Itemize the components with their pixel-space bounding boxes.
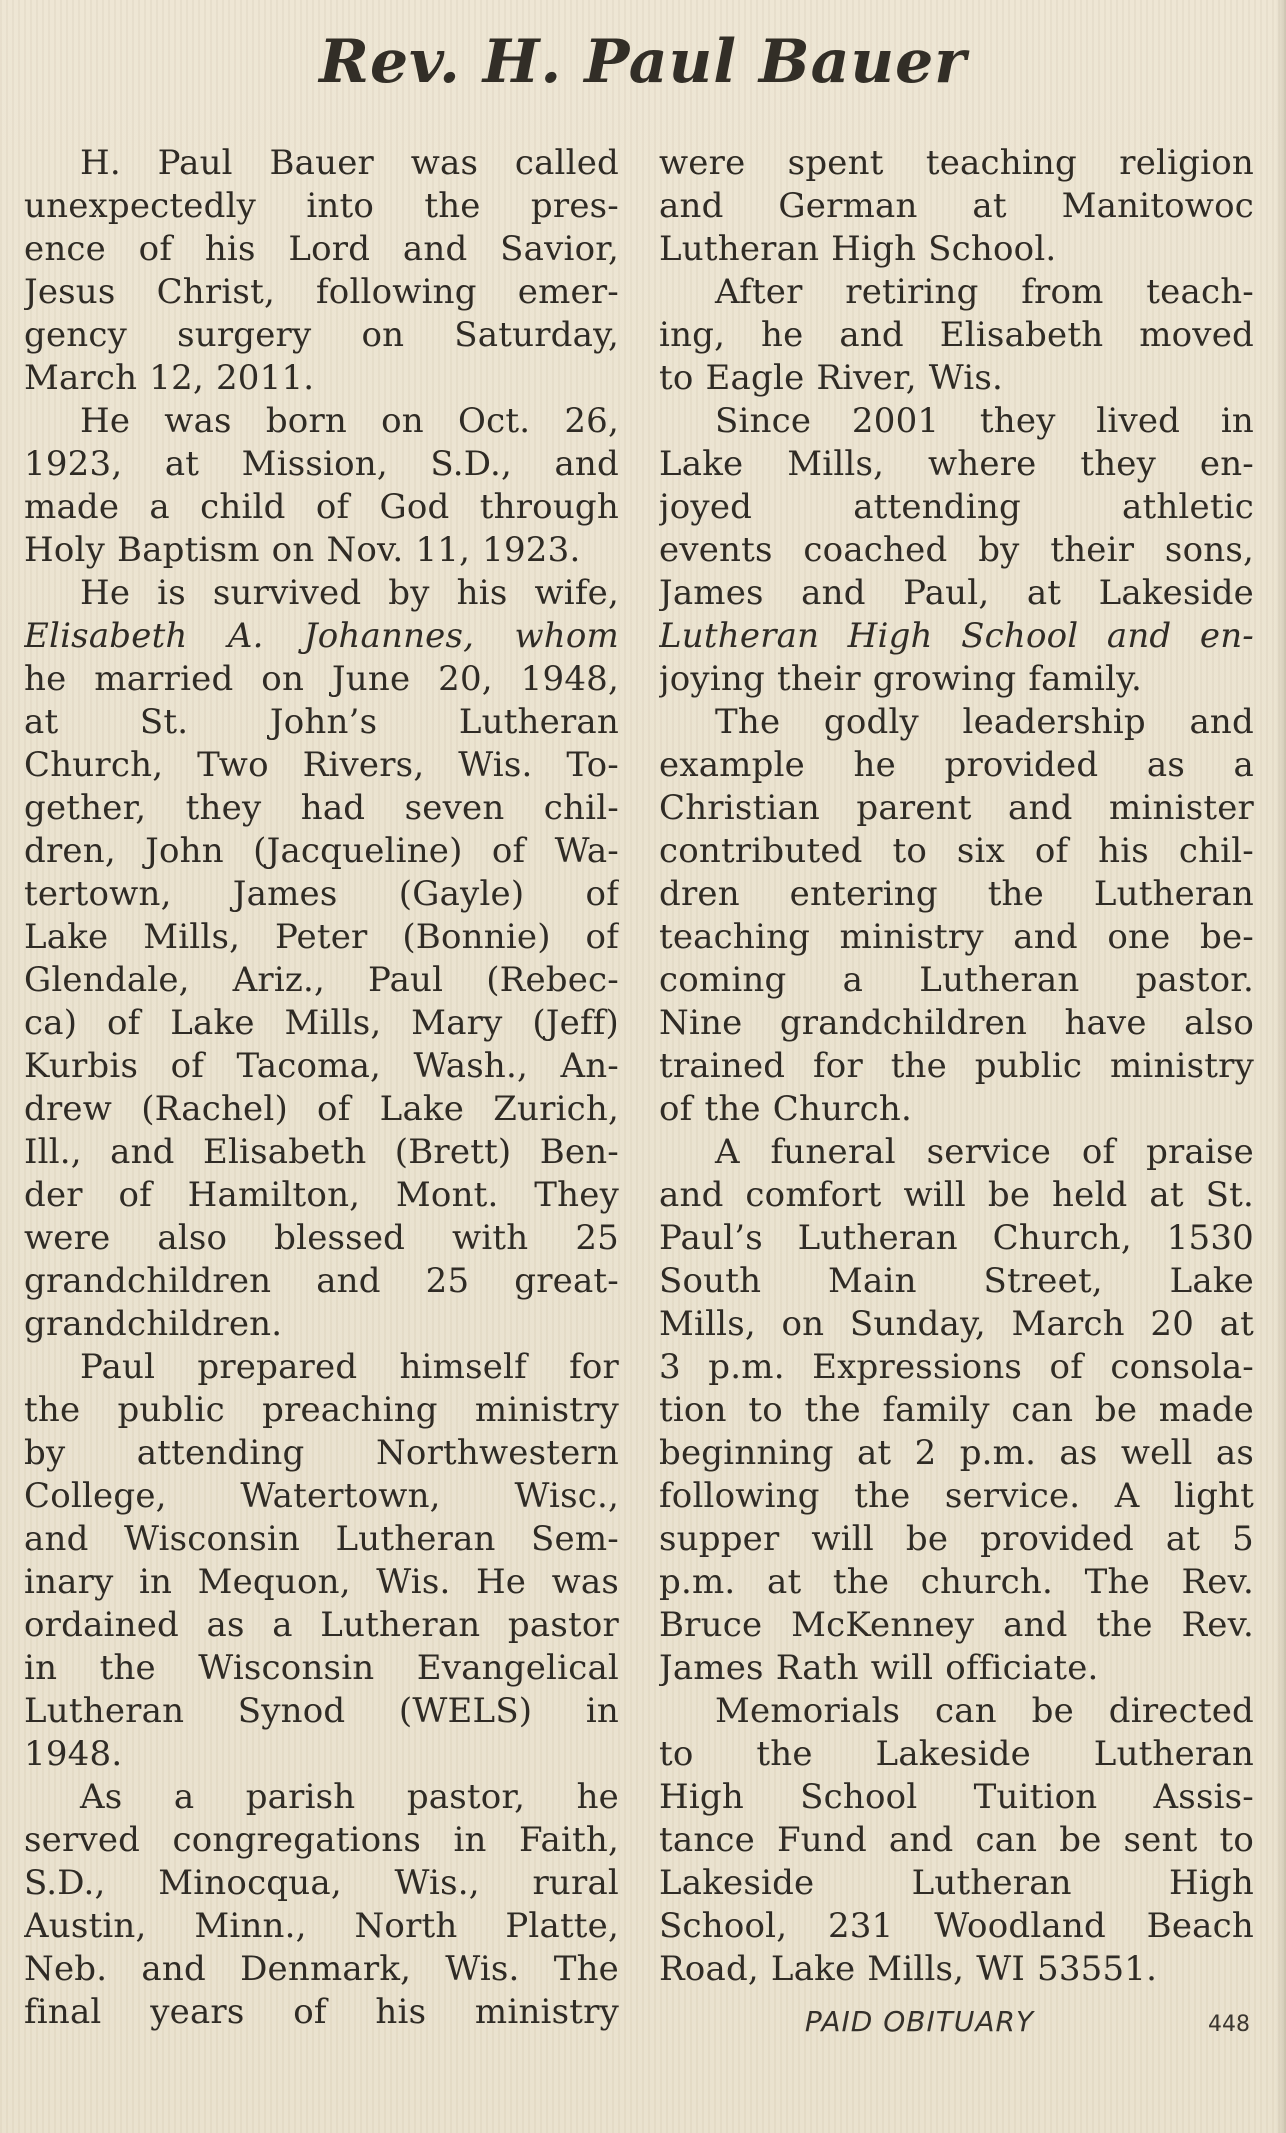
- text-line: Elisabeth A. Johannes, whom: [24, 616, 619, 656]
- text-line: Lutheran High School and en-: [659, 616, 1254, 656]
- text-line: March 12, 2011.: [24, 358, 315, 398]
- text-line: Since 2001 they lived in: [715, 401, 1254, 441]
- text-line: Paul prepared himself for: [80, 1347, 619, 1387]
- text-line: trained for the public ministry: [659, 1046, 1254, 1086]
- text-line: ca) of Lake Mills, Mary (Jeff): [24, 1003, 619, 1043]
- obituary-body: [24, 142, 1262, 2038]
- text-line: Church, Two Rivers, Wis. To-: [24, 745, 619, 785]
- text-line: contributed to six of his chil-: [659, 831, 1254, 871]
- text-line: As a parish pastor, he: [80, 1777, 619, 1817]
- text-line: Kurbis of Tacoma, Wash., An-: [24, 1046, 619, 1086]
- text-line: ordained as a Lutheran pastor: [24, 1605, 619, 1645]
- text-line: events coached by their sons,: [659, 530, 1254, 570]
- text-line: grandchildren.: [24, 1304, 283, 1344]
- text-line: joyed attending athletic: [659, 487, 1254, 527]
- text-line: Holy Baptism on Nov. 11, 1923.: [24, 530, 581, 570]
- text-line: He is survived by his wife,: [80, 573, 619, 613]
- obituary-title: Rev. H. Paul Bauer: [319, 27, 967, 97]
- text-line: joying their growing family.: [659, 659, 1143, 699]
- text-line: by attending Northwestern: [24, 1433, 619, 1473]
- text-line: Glendale, Ariz., Paul (Rebec-: [24, 960, 619, 1000]
- text-line: of the Church.: [659, 1089, 912, 1129]
- text-line: p.m. at the church. The Rev.: [659, 1562, 1254, 1602]
- right-column: [659, 142, 1254, 2038]
- text-line: 3 p.m. Expressions of consola-: [659, 1347, 1254, 1387]
- text-line: Lake Mills, Peter (Bonnie) of: [24, 917, 619, 957]
- text-line: ing, he and Elisabeth moved: [659, 315, 1254, 355]
- text-line: Memorials can be directed: [715, 1691, 1254, 1731]
- right-column-text: [659, 142, 1254, 1991]
- text-line: Mills, on Sunday, March 20 at: [659, 1304, 1254, 1344]
- text-line: 1923, at Mission, S.D., and: [24, 444, 619, 484]
- text-line: served congregations in Faith,: [24, 1820, 619, 1860]
- text-line: the public preaching ministry: [24, 1390, 619, 1430]
- text-line: and Wisconsin Lutheran Sem-: [24, 1519, 619, 1559]
- left-column: [24, 142, 619, 2038]
- text-line: tertown, James (Gayle) of: [24, 874, 619, 914]
- text-line: He was born on Oct. 26,: [80, 401, 619, 441]
- page-number: 448: [1208, 2012, 1250, 2037]
- text-line: dren entering the Lutheran: [659, 874, 1254, 914]
- text-line: Lakeside Lutheran High: [659, 1863, 1254, 1903]
- text-line: High School Tuition Assis-: [659, 1777, 1254, 1817]
- footer: [659, 2005, 1254, 2038]
- text-line: James Rath will officiate.: [659, 1648, 1099, 1688]
- text-line: James and Paul, at Lakeside: [659, 573, 1254, 613]
- text-line: 1948.: [24, 1734, 123, 1774]
- text-line: in the Wisconsin Evangelical: [24, 1648, 619, 1688]
- text-line: and comfort will be held at St.: [659, 1175, 1254, 1215]
- text-line: Paul’s Lutheran Church, 1530: [659, 1218, 1254, 1258]
- text-line: grandchildren and 25 great-: [24, 1261, 619, 1301]
- text-line: following the service. A light: [659, 1476, 1254, 1516]
- text-line: Lutheran Synod (WELS) in: [24, 1691, 619, 1731]
- text-line: tance Fund and can be sent to: [659, 1820, 1254, 1860]
- text-line: beginning at 2 p.m. as well as: [659, 1433, 1254, 1473]
- text-line: made a child of God through: [24, 487, 619, 527]
- text-line: der of Hamilton, Mont. They: [24, 1175, 619, 1215]
- text-line: to the Lakeside Lutheran: [659, 1734, 1254, 1774]
- text-line: gency surgery on Saturday,: [24, 315, 619, 355]
- text-line: he married on June 20, 1948,: [24, 659, 619, 699]
- text-line: ence of his Lord and Savior,: [24, 229, 619, 269]
- text-line: Jesus Christ, following emer-: [24, 272, 619, 312]
- text-line: College, Watertown, Wisc.,: [24, 1476, 619, 1516]
- text-line: Austin, Minn., North Platte,: [24, 1906, 619, 1946]
- text-line: dren, John (Jacqueline) of Wa-: [24, 831, 619, 871]
- text-line: inary in Mequon, Wis. He was: [24, 1562, 619, 1602]
- text-line: were also blessed with 25: [24, 1218, 619, 1258]
- text-line: Bruce McKenney and the Rev.: [659, 1605, 1254, 1645]
- text-line: H. Paul Bauer was called: [80, 143, 619, 183]
- text-line: and German at Manitowoc: [659, 186, 1254, 226]
- text-line: gether, they had seven chil-: [24, 788, 619, 828]
- text-line: School, 231 Woodland Beach: [659, 1906, 1254, 1946]
- text-line: example he provided as a: [659, 745, 1254, 785]
- text-line: at St. John’s Lutheran: [24, 702, 619, 742]
- text-line: After retiring from teach-: [715, 272, 1254, 312]
- text-line: teaching ministry and one be-: [659, 917, 1254, 957]
- text-line: Christian parent and minister: [659, 788, 1254, 828]
- text-line: Neb. and Denmark, Wis. The: [24, 1949, 619, 1989]
- text-line: unexpectedly into the pres-: [24, 186, 619, 226]
- text-line: Ill., and Elisabeth (Brett) Ben-: [24, 1132, 619, 1172]
- paid-obituary-label: PAID OBITUARY: [804, 2005, 1035, 2038]
- text-line: South Main Street, Lake: [659, 1261, 1254, 1301]
- text-line: to Eagle River, Wis.: [659, 358, 1004, 398]
- text-line: Lutheran High School.: [659, 229, 1057, 269]
- text-line: drew (Rachel) of Lake Zurich,: [24, 1089, 619, 1129]
- text-line: tion to the family can be made: [659, 1390, 1254, 1430]
- text-line: The godly leadership and: [715, 702, 1254, 742]
- text-line: Nine grandchildren have also: [659, 1003, 1254, 1043]
- text-line: final years of his ministry: [24, 1992, 619, 2032]
- text-line: were spent teaching religion: [659, 143, 1254, 183]
- text-line: coming a Lutheran pastor.: [659, 960, 1254, 1000]
- text-line: S.D., Minocqua, Wis., rural: [24, 1863, 619, 1903]
- text-line: Lake Mills, where they en-: [659, 444, 1254, 484]
- text-line: supper will be provided at 5: [659, 1519, 1254, 1559]
- text-line: A funeral service of praise: [715, 1132, 1254, 1172]
- text-line: Road, Lake Mills, WI 53551.: [659, 1949, 1158, 1989]
